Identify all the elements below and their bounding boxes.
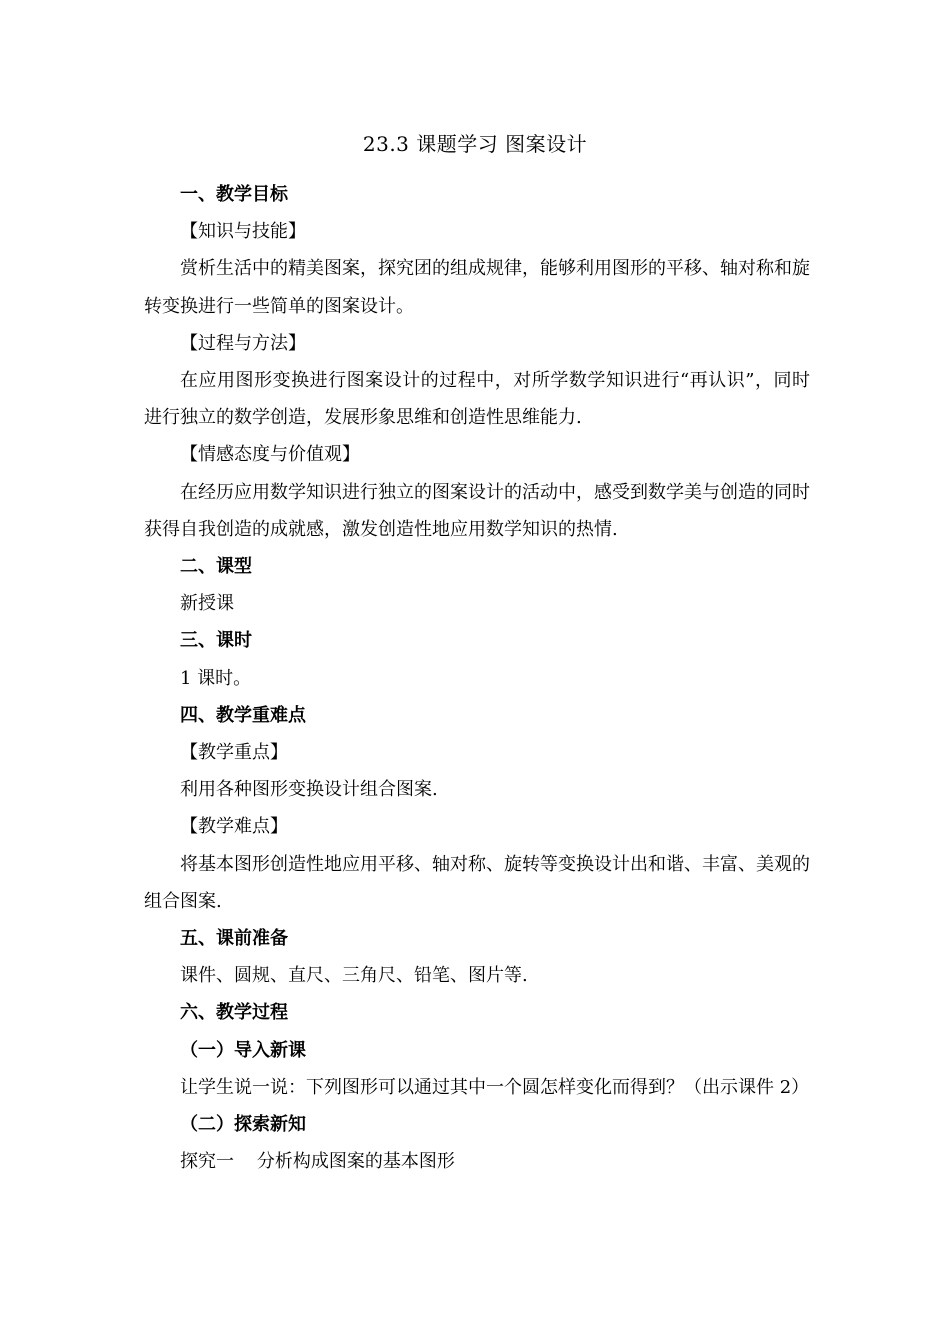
document-body <box>144 176 810 1180</box>
paragraph-knowledge-skills: 赏析生活中的精美图案，探究团的组成规律，能够利用图形的平移、轴对称和旋转变换进行一些简单的图案设计。 <box>144 258 810 317</box>
section-heading-duration: 三、课时 <box>180 630 252 652</box>
subheading-explore: （二）探索新知 <box>180 1114 306 1136</box>
subheading-knowledge-skills: 【知识与技能】 <box>180 221 306 243</box>
paragraph-difficult-point: 将基本图形创造性地应用平移、轴对称、旋转等变换设计出和谐、丰富、美观的组合图案. <box>144 853 810 912</box>
paragraph-emotion-values: 在经历应用数学知识进行独立的图案设计的活动中，感受到数学美与创造的同时获得自我创造的成就感，激发创造性地应用数学知识的热情. <box>144 481 810 540</box>
paragraph-process-method: 在应用图形变换进行图案设计的过程中，对所学数学知识进行“再认识”，同时进行独立的数学创造，发展形象思维和创造性思维能力. <box>144 370 810 429</box>
section-heading-key-points: 四、教学重难点 <box>180 704 306 726</box>
section-heading-process: 六、教学过程 <box>180 1002 288 1024</box>
document-title: 23.3 课题学习 图案设计 <box>362 132 588 156</box>
subheading-difficult-point: 【教学难点】 <box>180 816 288 838</box>
text-lesson-type: 新授课 <box>180 593 234 615</box>
text-duration: 1 课时。 <box>180 667 252 689</box>
section-heading-lesson-type: 二、课型 <box>180 556 252 578</box>
subheading-key-point: 【教学重点】 <box>180 742 288 764</box>
paragraph-key-point: 利用各种图形变换设计组合图案. <box>180 779 438 801</box>
section-heading-objectives: 一、教学目标 <box>180 184 288 205</box>
text-explore-one: 探究一 分析构成图案的基本图形 <box>180 1151 455 1173</box>
section-heading-preparation: 五、课前准备 <box>180 928 288 950</box>
subheading-process-method: 【过程与方法】 <box>180 332 306 354</box>
subheading-introduction: （一）导入新课 <box>180 1039 306 1061</box>
text-preparation: 课件、圆规、直尺、三角尺、铅笔、图片等. <box>180 965 528 987</box>
subheading-emotion-values: 【情感态度与价值观】 <box>180 444 360 466</box>
paragraph-introduction: 让学生说一说：下列图形可以通过其中一个圆怎样变化而得到？（出示课件 2） <box>180 1076 810 1098</box>
